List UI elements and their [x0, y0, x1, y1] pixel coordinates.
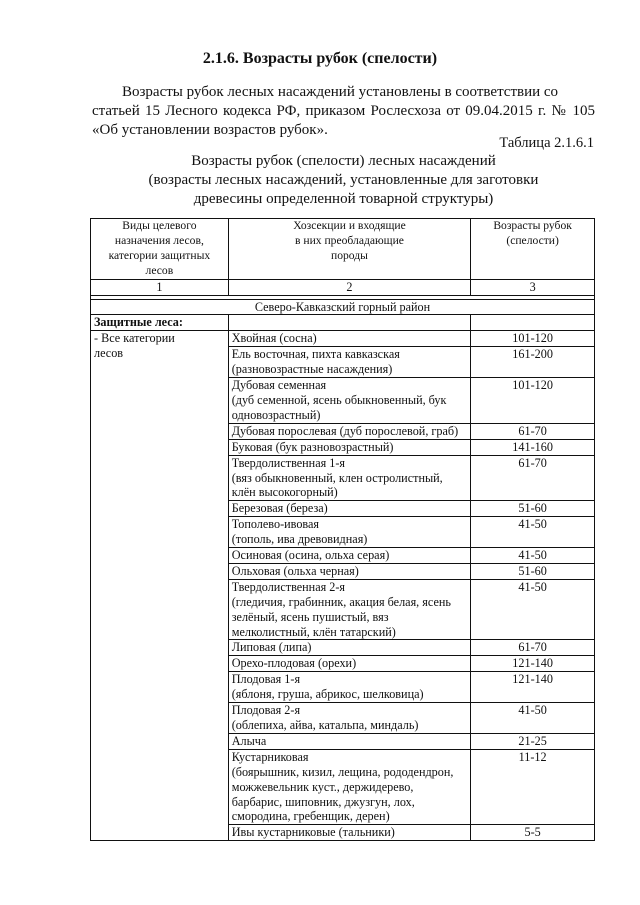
table-header-row	[91, 219, 595, 280]
intro-paragraph	[92, 83, 595, 140]
caption-line-3: древесины определенной товарной структуры)	[193, 191, 494, 207]
intro-line-3: «Об установлении возрастов рубок».	[92, 122, 328, 138]
age-cell: 41-50	[471, 517, 595, 548]
age-cell: 41-50	[471, 579, 595, 640]
species-cell: Хвойная (сосна)	[228, 331, 470, 347]
region-row	[91, 299, 595, 315]
age-cell: 101-120	[471, 378, 595, 424]
species-cell: Березовая (береза)	[228, 501, 470, 517]
age-cell: 121-140	[471, 656, 595, 672]
species-cell: Твердолиственная 2-я (гледичия, грабинник, акация белая, ясень зелёный, ясень пушистый, вяз мелколистный, клён татарский)	[228, 579, 470, 640]
age-cell: 101-120	[471, 331, 595, 347]
table-caption	[92, 152, 595, 209]
header-species-section: Хозсекции и входящие в них преобладающие породы	[228, 219, 470, 280]
caption-line-1: Возрасты рубок (спелости) лесных насаждений	[191, 153, 496, 169]
intro-line-2: статьей 15 Лесного кодекса РФ, приказом Рослесхоза от 09.04.2015 г. № 105	[92, 103, 595, 119]
age-cell: 61-70	[471, 455, 595, 501]
species-cell: Кустарниковая (боярышник, кизил, лещина, рододендрон, можжевельник куст., держидерево, барбарис, шиповник, джузгун, лох, смородина, гребенщик, дерен)	[228, 749, 470, 825]
table-row	[91, 331, 595, 347]
species-cell: Дубовая порослевая (дуб порослевой, граб)	[228, 423, 470, 439]
age-cell: 61-70	[471, 423, 595, 439]
age-cell: 21-25	[471, 733, 595, 749]
species-cell: Осиновая (осина, ольха серая)	[228, 548, 470, 564]
age-cell: 5-5	[471, 825, 595, 841]
age-cell: 51-60	[471, 501, 595, 517]
table-number: Таблица 2.1.6.1	[499, 135, 594, 151]
intro-line-1: Возрасты рубок лесных насаждений установлены в соответствии со	[122, 84, 559, 100]
age-cell: 141-160	[471, 439, 595, 455]
species-cell: Ель восточная, пихта кавказская (разновозрастные насаждения)	[228, 347, 470, 378]
age-cell: 61-70	[471, 640, 595, 656]
region-name: Северо-Кавказский горный район	[91, 299, 595, 315]
age-cell: 11-12	[471, 749, 595, 825]
species-cell: Ольховая (ольха черная)	[228, 563, 470, 579]
column-number: 3	[471, 279, 595, 295]
age-cell: 41-50	[471, 548, 595, 564]
cutting-age-table	[90, 218, 595, 841]
forest-category-cell: - Все категории лесов	[91, 331, 229, 841]
section-name: Защитные леса:	[91, 315, 229, 331]
age-cell: 161-200	[471, 347, 595, 378]
section-heading: 2.1.6. Возрасты рубок (спелости)	[202, 50, 438, 67]
species-cell: Орехо-плодовая (орехи)	[228, 656, 470, 672]
column-number: 1	[91, 279, 229, 295]
species-cell: Липовая (липа)	[228, 640, 470, 656]
species-cell: Дубовая семенная (дуб семенной, ясень обыкновенный, бук одновозрастный)	[228, 378, 470, 424]
species-cell: Плодовая 1-я (яблоня, груша, абрикос, шелковица)	[228, 672, 470, 703]
species-cell: Твердолиственная 1-я (вяз обыкновенный, клен остролистный, клён высокогорный)	[228, 455, 470, 501]
age-cell: 51-60	[471, 563, 595, 579]
species-cell: Алыча	[228, 733, 470, 749]
species-cell: Буковая (бук разновозрастный)	[228, 439, 470, 455]
section-row	[91, 315, 595, 331]
column-number-row	[91, 279, 595, 295]
column-number: 2	[228, 279, 470, 295]
species-cell: Ивы кустарниковые (тальники)	[228, 825, 470, 841]
species-cell: Тополево-ивовая (тополь, ива древовидная)	[228, 517, 470, 548]
header-forest-purpose: Виды целевого назначения лесов, категории защитных лесов	[91, 219, 229, 280]
caption-line-2: (возрасты лесных насаждений, установленные для заготовки	[148, 172, 539, 188]
header-cutting-age: Возрасты рубок (спелости)	[471, 219, 595, 280]
species-cell: Плодовая 2-я (облепиха, айва, катальпа, миндаль)	[228, 703, 470, 734]
age-cell: 41-50	[471, 703, 595, 734]
age-cell: 121-140	[471, 672, 595, 703]
